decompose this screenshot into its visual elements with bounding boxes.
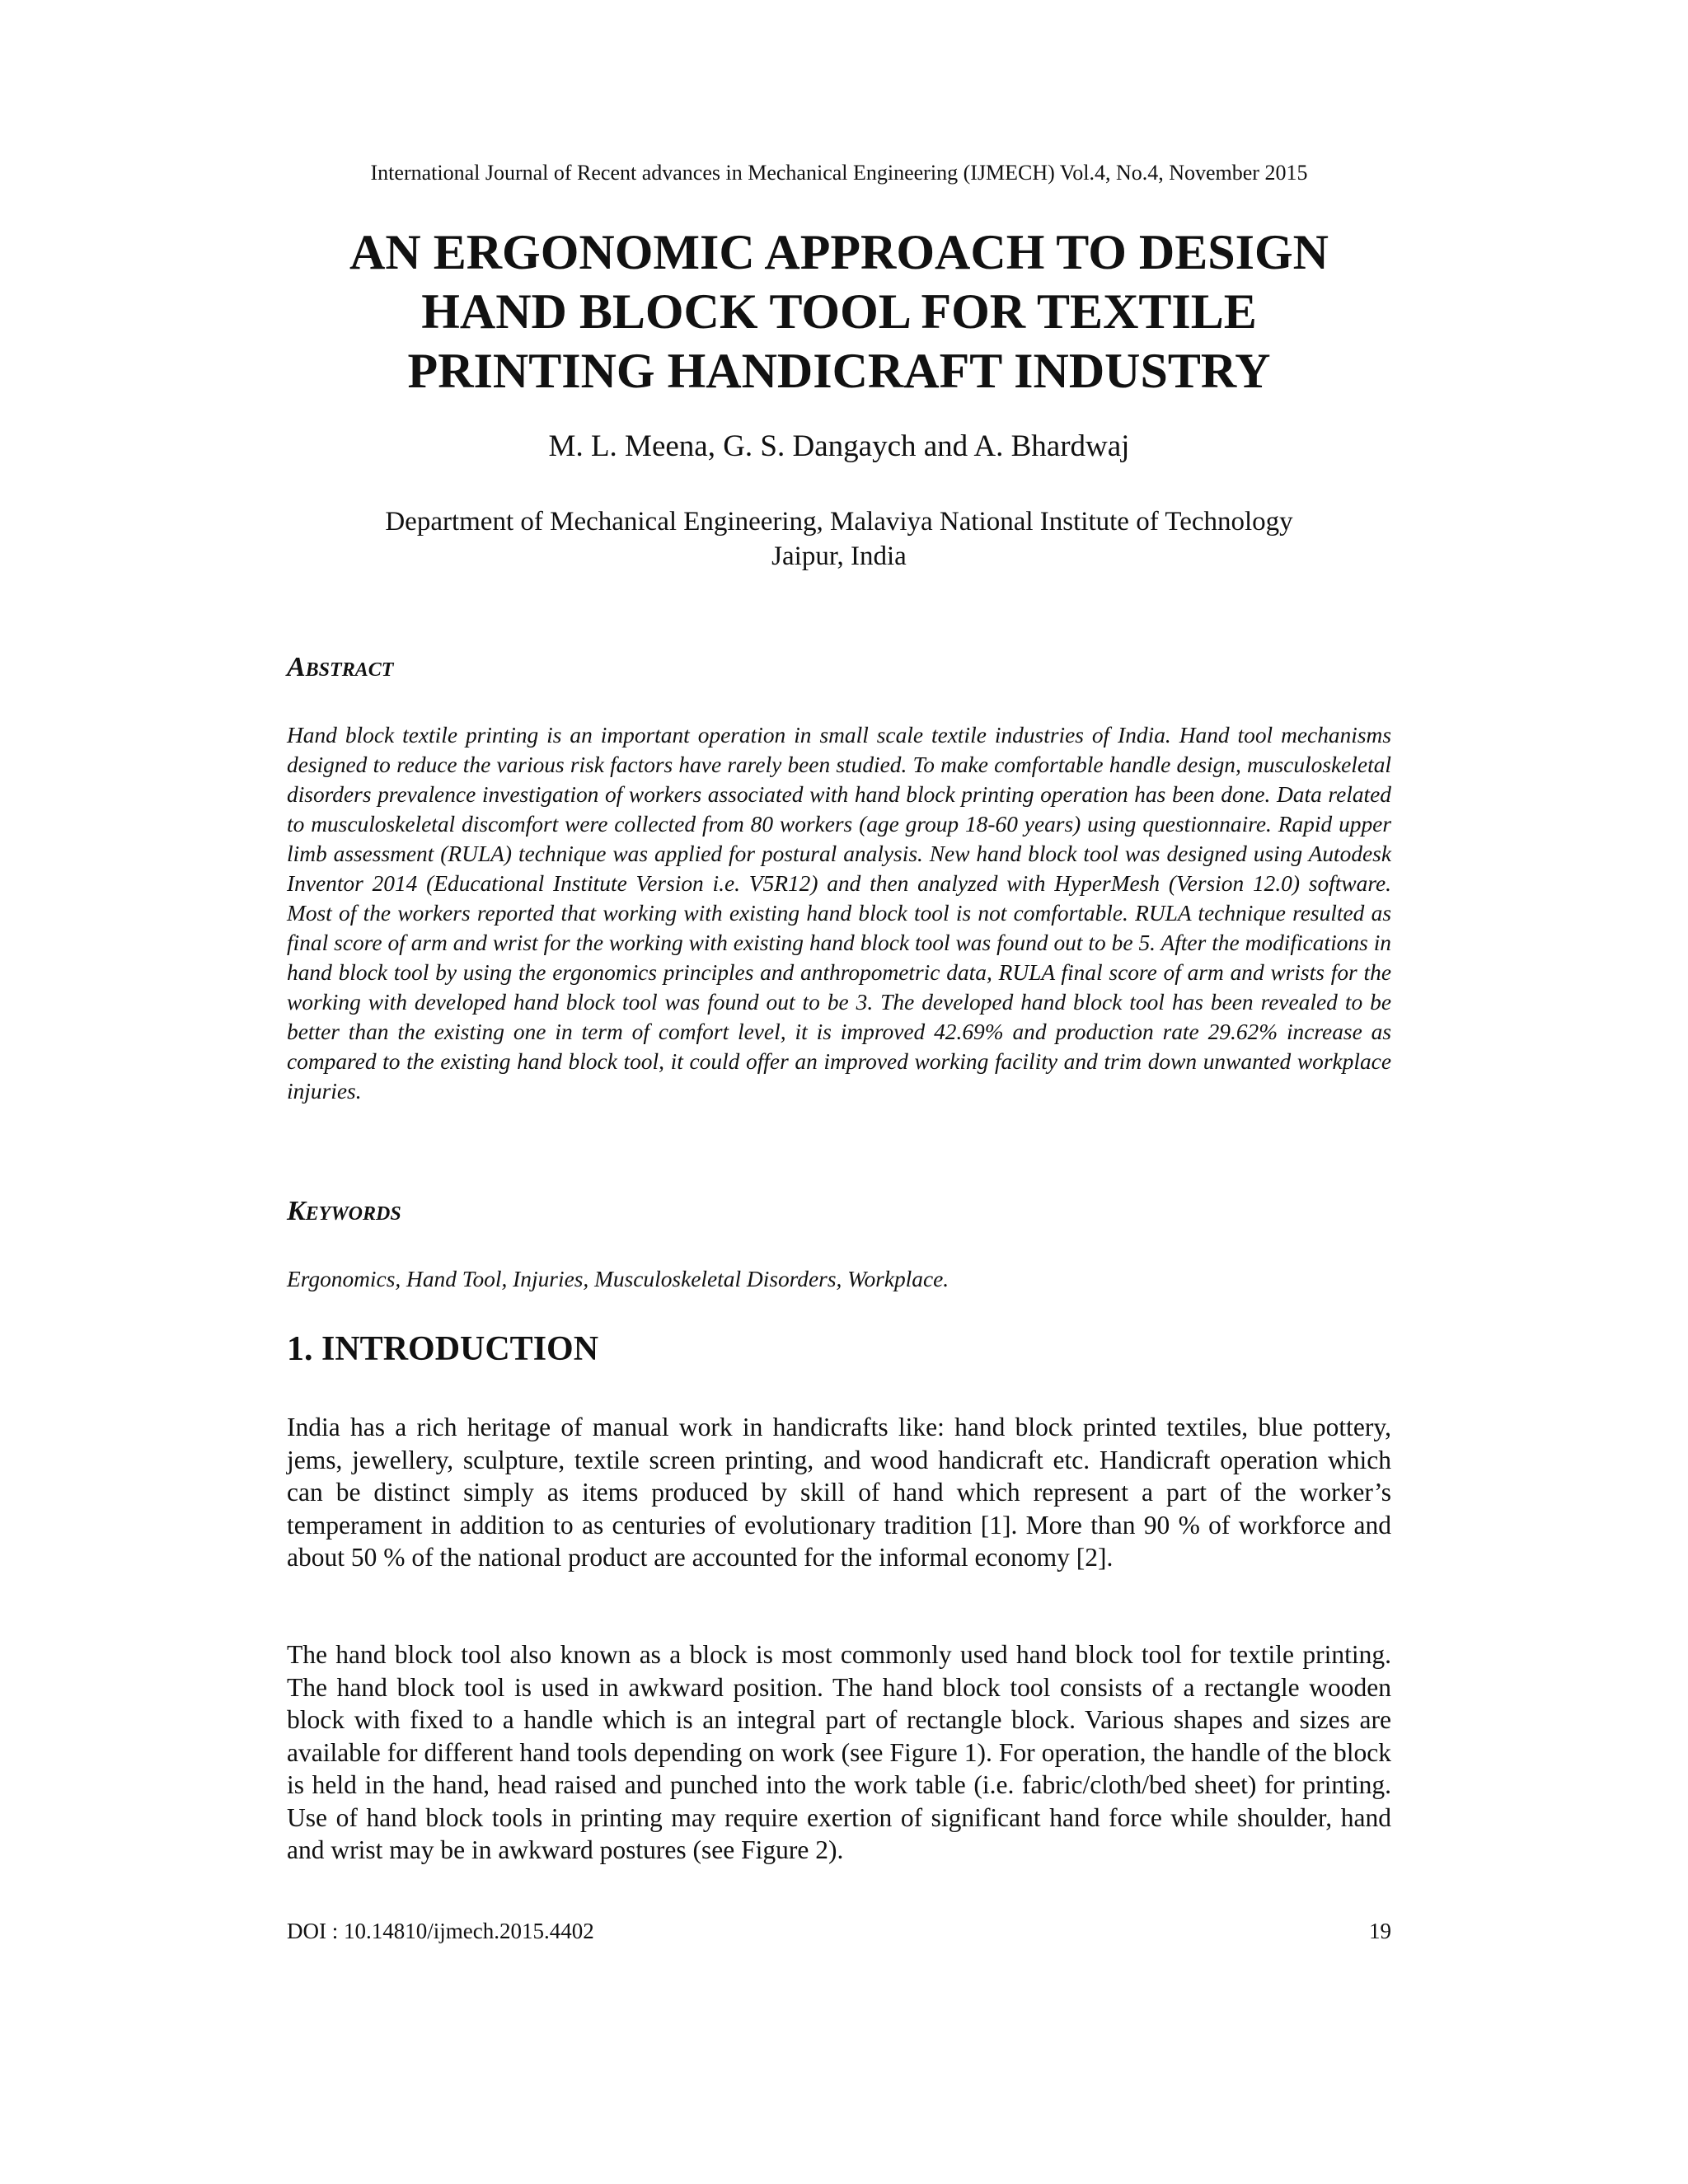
keywords-heading: Keywords: [287, 1196, 401, 1226]
author-list: M. L. Meena, G. S. Dangaych and A. Bhardwaj: [548, 429, 1130, 463]
affiliation-line: Department of Mechanical Engineering, Malaviya National Institute of Technology: [385, 507, 1293, 537]
affiliation-line: Jaipur, India: [771, 541, 907, 571]
page-number: 19: [1369, 1919, 1391, 1943]
keywords-text: Ergonomics, Hand Tool, Injuries, Musculoskeletal Disorders, Workplace.: [287, 1267, 950, 1291]
introduction-heading: 1. INTRODUCTION: [287, 1330, 599, 1368]
title-line: AN ERGONOMIC APPROACH TO DESIGN: [349, 225, 1329, 279]
running-header: International Journal of Recent advances in Mechanical Engineering (IJMECH) Vol.4, No.4, November 2015: [370, 161, 1308, 185]
introduction-paragraph: The hand block tool also known as a block is most commonly used hand block tool for textile printing. The hand block tool is used in awkward position. The hand block tool consists of a rectangle wooden block with fixed to a handle which is an integral part of rectangle block. Various shapes and sizes are available for different hand tools depending on work (see Figure 1). For operation, the handle of the block is held in the hand, head raised and punched into the work table (i.e. fabric/cloth/bed sheet) for printing. Use of hand block tools in printing may require exertion of significant hand force while shoulder, hand and wrist may be in awkward postures (see Figure 2).: [287, 1640, 1391, 1864]
title-line: PRINTING HANDICRAFT INDUSTRY: [407, 344, 1271, 398]
abstract-heading: Abstract: [287, 652, 394, 682]
title-line: HAND BLOCK TOOL FOR TEXTILE: [421, 284, 1257, 339]
doi-label: DOI : 10.14810/ijmech.2015.4402: [287, 1919, 594, 1943]
paper-page: [287, 0, 1391, 2184]
introduction-paragraph: India has a rich heritage of manual work in handicrafts like: hand block printed textiles, blue pottery, jems, jewellery, sculpture, textile screen printing, and wood handicraft etc. Handicraft operation which can be distinct simply as items produced by skill of hand which represent a part of the worker’s temperament in addition to as centuries of evolutionary tradition [1]. More than 90 % of workforce and about 50 % of the national product are accounted for the informal economy [2].: [287, 1413, 1391, 1572]
affiliation: [262, 504, 1416, 574]
paper-title: [270, 223, 1408, 401]
abstract-text: Hand block textile printing is an important operation in small scale textile industries of India. Hand tool mechanisms designed to reduce the various risk factors have rarely been studied. To make comfortable handle design, musculoskeletal disorders prevalence investigation of workers associated with hand block printing operation has been done. Data related to musculoskeletal discomfort were collected from 80 workers (age group 18-60 years) using questionnaire. Rapid upper limb assessment (RULA) technique was applied for postural analysis. New hand block tool was designed using Autodesk Inventor 2014 (Educational Institute Version i.e. V5R12) and then analyzed with HyperMesh (Version 12.0) software. Most of the workers reported that working with existing hand block tool is not comfortable. RULA technique resulted as final score of arm and wrist for the working with existing hand block tool was found out to be 5. After the modifications in hand block tool by using the ergonomics principles and anthropometric data, RULA final score of arm and wrists for the working with developed hand block tool was found out to be 3. The developed hand block tool has been revealed to be better than the existing one in term of comfort level, it is improved 42.69% and production rate 29.62% increase as compared to the existing hand block tool, it could offer an improved working facility and trim down unwanted workplace injuries.: [287, 723, 1391, 1104]
